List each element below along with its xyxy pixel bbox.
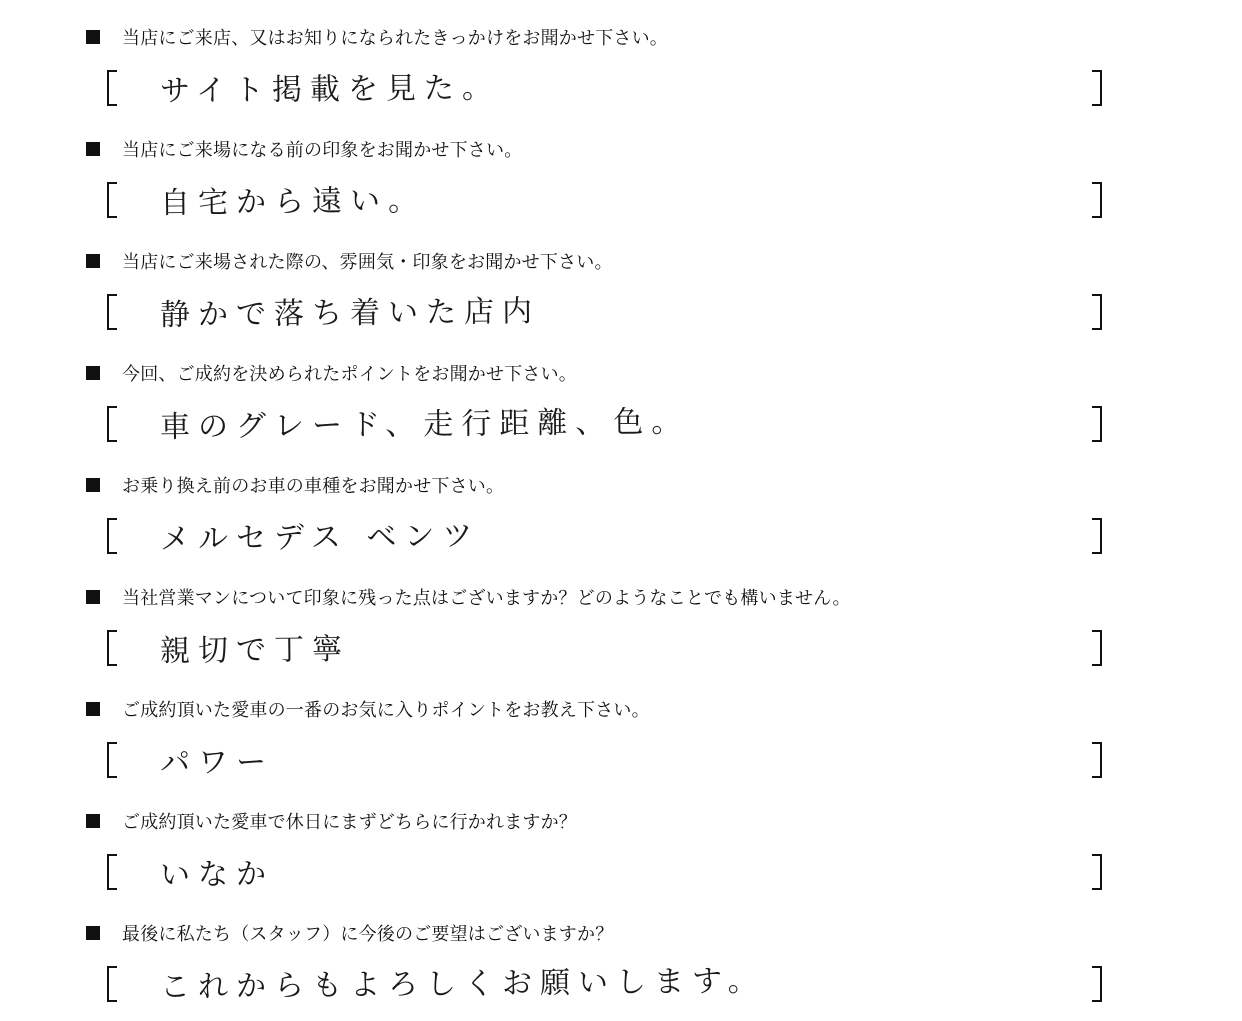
open-bracket-icon xyxy=(107,518,117,554)
question-row xyxy=(86,921,613,945)
survey-item xyxy=(0,448,1242,560)
survey-item xyxy=(0,112,1242,224)
square-bullet-icon xyxy=(86,254,100,268)
handwritten-answer: 車のグレード、走行距離、色。 xyxy=(159,404,690,445)
open-bracket-icon xyxy=(107,294,117,330)
question-text: 当店にご来店、又はお知りになられたきっかけをお聞かせ下さい。 xyxy=(122,28,668,49)
question-row xyxy=(86,249,613,273)
close-bracket-icon xyxy=(1092,966,1102,1002)
answer-row xyxy=(0,854,1242,896)
survey-item xyxy=(0,560,1242,672)
question-row xyxy=(86,137,522,161)
survey-item xyxy=(0,896,1242,1008)
handwritten-answer: サイト掲載を見た。 xyxy=(159,70,501,109)
question-row xyxy=(86,809,577,833)
square-bullet-icon xyxy=(86,926,100,940)
close-bracket-icon xyxy=(1092,854,1102,890)
question-row xyxy=(86,361,577,385)
survey-item xyxy=(0,672,1242,784)
question-text: ご成約頂いた愛車の一番のお気に入りポイントをお教え下さい。 xyxy=(122,700,650,721)
handwritten-answer: 親切で丁寧 xyxy=(159,632,351,669)
answer-row xyxy=(0,963,1242,1008)
open-bracket-icon xyxy=(107,182,117,218)
open-bracket-icon xyxy=(107,966,117,1002)
handwritten-answer: メルセデス ベンツ xyxy=(159,518,481,557)
question-text: 今回、ご成約を決められたポイントをお聞かせ下さい。 xyxy=(122,364,577,385)
question-row xyxy=(86,473,504,497)
open-bracket-icon xyxy=(107,70,117,106)
open-bracket-icon xyxy=(107,406,117,442)
square-bullet-icon xyxy=(86,142,100,156)
survey-item xyxy=(0,0,1242,112)
question-text: 最後に私たち（スタッフ）に今後のご要望はございますか？ xyxy=(122,924,614,945)
square-bullet-icon xyxy=(86,366,100,380)
question-text: ご成約頂いた愛車で休日にまずどちらに行かれますか？ xyxy=(122,812,577,833)
open-bracket-icon xyxy=(107,854,117,890)
square-bullet-icon xyxy=(86,30,100,44)
survey-item xyxy=(0,224,1242,336)
close-bracket-icon xyxy=(1092,406,1102,442)
close-bracket-icon xyxy=(1092,518,1102,554)
answer-row xyxy=(0,518,1242,560)
square-bullet-icon xyxy=(86,814,100,828)
question-row xyxy=(86,25,668,49)
answer-row xyxy=(0,70,1242,112)
answer-row xyxy=(0,742,1242,784)
question-row xyxy=(86,585,851,609)
question-text: 当社営業マンについて印象に残った点はございますか？どのようなことでも構いません。 xyxy=(122,588,851,609)
close-bracket-icon xyxy=(1092,742,1102,778)
question-text: 当店にご来場された際の、雰囲気・印象をお聞かせ下さい。 xyxy=(122,252,613,273)
handwritten-answer: これからもよろしくお願いします。 xyxy=(159,963,766,1005)
close-bracket-icon xyxy=(1092,294,1102,330)
question-row xyxy=(86,697,650,721)
open-bracket-icon xyxy=(107,742,117,778)
square-bullet-icon xyxy=(86,702,100,716)
question-text: お乗り換え前のお車の車種をお聞かせ下さい。 xyxy=(122,476,505,497)
question-text: 当店にご来場になる前の印象をお聞かせ下さい。 xyxy=(122,140,523,161)
handwritten-answer: パワー xyxy=(159,744,275,781)
open-bracket-icon xyxy=(107,630,117,666)
handwritten-answer: 静かで落ち着いた店内 xyxy=(159,294,541,333)
answer-row xyxy=(0,406,1242,448)
answer-row xyxy=(0,294,1242,336)
survey-item xyxy=(0,784,1242,896)
close-bracket-icon xyxy=(1092,182,1102,218)
handwritten-answer: いなか xyxy=(159,856,275,893)
square-bullet-icon xyxy=(86,590,100,604)
handwritten-answer: 自宅から遠い。 xyxy=(159,183,427,221)
square-bullet-icon xyxy=(86,478,100,492)
survey-item xyxy=(0,336,1242,448)
answer-row xyxy=(0,182,1242,224)
answer-row xyxy=(0,630,1242,672)
close-bracket-icon xyxy=(1092,70,1102,106)
close-bracket-icon xyxy=(1092,630,1102,666)
